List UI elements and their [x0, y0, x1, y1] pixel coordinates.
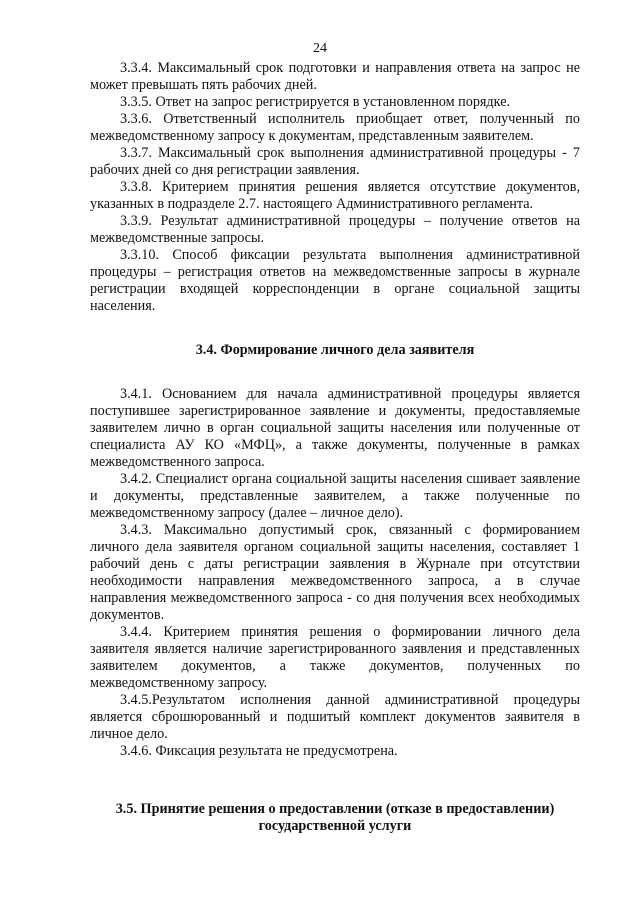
section-heading-3-5-line2: государственной услуги	[258, 818, 412, 834]
paragraph-3-3-5: 3.3.5. Ответ на запрос регистрируется в установленном порядке.	[120, 94, 511, 110]
paragraph-3-3-7: 3.3.7. Максимальный срок выполнения административной процедуры - 7 рабочих дней со дня регистрации заявления.	[90, 145, 580, 178]
document-body	[90, 60, 580, 835]
paragraph-3-3-4: 3.3.4. Максимальный срок подготовки и направления ответа на запрос не может превышать пять рабочих дней.	[90, 60, 580, 93]
paragraph-3-4-2: 3.4.2. Специалист органа социальной защиты населения сшивает заявление и документы, представленные заявителем, а также полученные по межведомственному запросу (далее – личное дело).	[90, 471, 580, 521]
page-number: 24	[313, 41, 327, 56]
paragraph-3-3-6: 3.3.6. Ответственный исполнитель приобщает ответ, полученный по межведомственному запросу к документам, представленным заявителем.	[90, 111, 580, 144]
section-heading-3-4: 3.4. Формирование личного дела заявителя	[195, 342, 475, 358]
paragraph-3-3-10: 3.3.10. Способ фиксации результата выполнения административной процедуры – регистрация ответов на межведомственные запросы в журнале регистрации входящей корреспонденции в органе социальной защиты населения.	[90, 247, 580, 314]
paragraph-3-4-3: 3.4.3. Максимально допустимый срок, связанный с формированием личного дела заявителя органом социальной защиты населения, составляет 1 рабочий день с даты регистрации заявления в Журнале при отсутствии необходимости направления межведомственного запроса, а в случае направления межведомственного запроса - со дня получения всех необходимых документов.	[90, 522, 580, 623]
paragraph-3-3-8: 3.3.8. Критерием принятия решения является отсутствие документов, указанных в подразделе 2.7. настоящего Административного регламента.	[90, 179, 580, 212]
paragraph-3-4-4: 3.4.4. Критерием принятия решения о формировании личного дела заявителя является наличие зарегистрированного заявления и представленных заявителем документов, а также документов, полученных по межведомственному запросу.	[90, 624, 580, 691]
paragraph-3-4-5: 3.4.5.Результатом исполнения данной административной процедуры является сброшюрованный и подшитый комплект документов заявителя в личное дело.	[90, 692, 580, 742]
paragraph-3-4-6: 3.4.6. Фиксация результата не предусмотрена.	[120, 743, 398, 759]
section-heading-3-5	[90, 801, 580, 835]
section-heading-3-5-line1: 3.5. Принятие решения о предоставлении (отказе в предоставлении)	[115, 801, 555, 817]
paragraph-3-4-1: 3.4.1. Основанием для начала административной процедуры является поступившее зарегистрированное заявление и документы, предоставляемые заявителем лично в орган социальной защиты населения или полученные от специалиста АУ КО «МФЦ», а также документы, полученные в рамках межведомственного запроса.	[90, 386, 580, 470]
paragraph-3-3-9: 3.3.9. Результат административной процедуры – получение ответов на межведомственные запросы.	[90, 213, 580, 246]
